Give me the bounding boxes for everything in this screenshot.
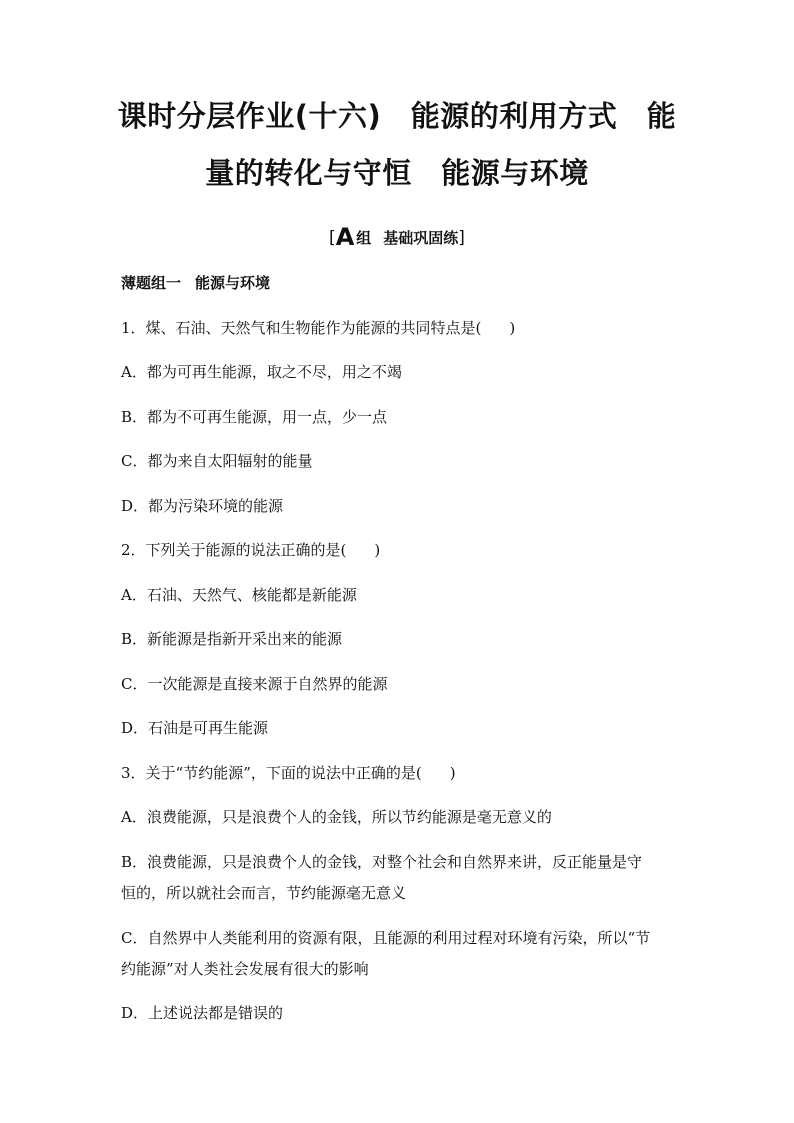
question-3-option-b-line-2: 恒的，所以就社会而言，节约能源毫无意义 <box>121 884 407 902</box>
question-1-option-d: D．都为污染环境的能源 <box>121 497 284 515</box>
question-2-option-c: C．一次能源是直接来源于自然界的能源 <box>121 675 388 693</box>
question-3-option-d: D．上述说法都是错误的 <box>121 1004 284 1022</box>
question-1-option-c: C．都为来自太阳辐射的能量 <box>121 452 313 470</box>
section-heading <box>121 272 681 294</box>
question-3-option-c-line-1: C．自然界中人类能利用的资源有限，且能源的利用过程对环境有污染，所以“节 <box>121 929 651 947</box>
question-1-stem: 1．煤、石油、天然气和生物能作为能源的共同特点是( ) <box>121 319 516 337</box>
question-2-stem: 2．下列关于能源的说法正确的是( ) <box>121 541 381 559</box>
question-3-option-b-line-1: B．浪费能源，只是浪费个人的金钱，对整个社会和自然界来讲，反正能量是守 <box>121 853 643 871</box>
group-suffix: 组 <box>356 229 372 247</box>
section-topic: 能源与环境 <box>195 274 271 292</box>
question-3-option-c-line-2: 约能源”对人类社会发展有很大的影响 <box>121 960 369 978</box>
question-2-option-d: D．石油是可再生能源 <box>121 719 269 737</box>
question-1-option-a: A．都为可再生能源，取之不尽，用之不竭 <box>121 363 402 381</box>
group-name: 基础巩固练 <box>383 229 459 247</box>
group-close-bracket: ] <box>458 228 465 248</box>
question-3-option-a: A．浪费能源，只是浪费个人的金钱，所以节约能源是毫无意义的 <box>121 808 552 826</box>
page-title-line-1: 课时分层作业(十六) 能源的利用方式 能 <box>117 99 677 133</box>
section-label: 薄题组一 <box>121 274 182 292</box>
group-letter: A <box>335 223 355 251</box>
group-header <box>0 223 794 251</box>
question-1-option-b: B．都为不可再生能源，用一点，少一点 <box>121 408 388 426</box>
page-title-line-2: 量的转化与守恒 能源与环境 <box>205 156 589 190</box>
question-2-option-a: A．石油、天然气、核能都是新能源 <box>121 586 357 604</box>
question-3-stem: 3．关于“节约能源”，下面的说法中正确的是( ) <box>121 764 456 782</box>
question-2-option-b: B．新能源是指新开采出来的能源 <box>121 630 343 648</box>
group-open-bracket: [ <box>329 228 336 248</box>
